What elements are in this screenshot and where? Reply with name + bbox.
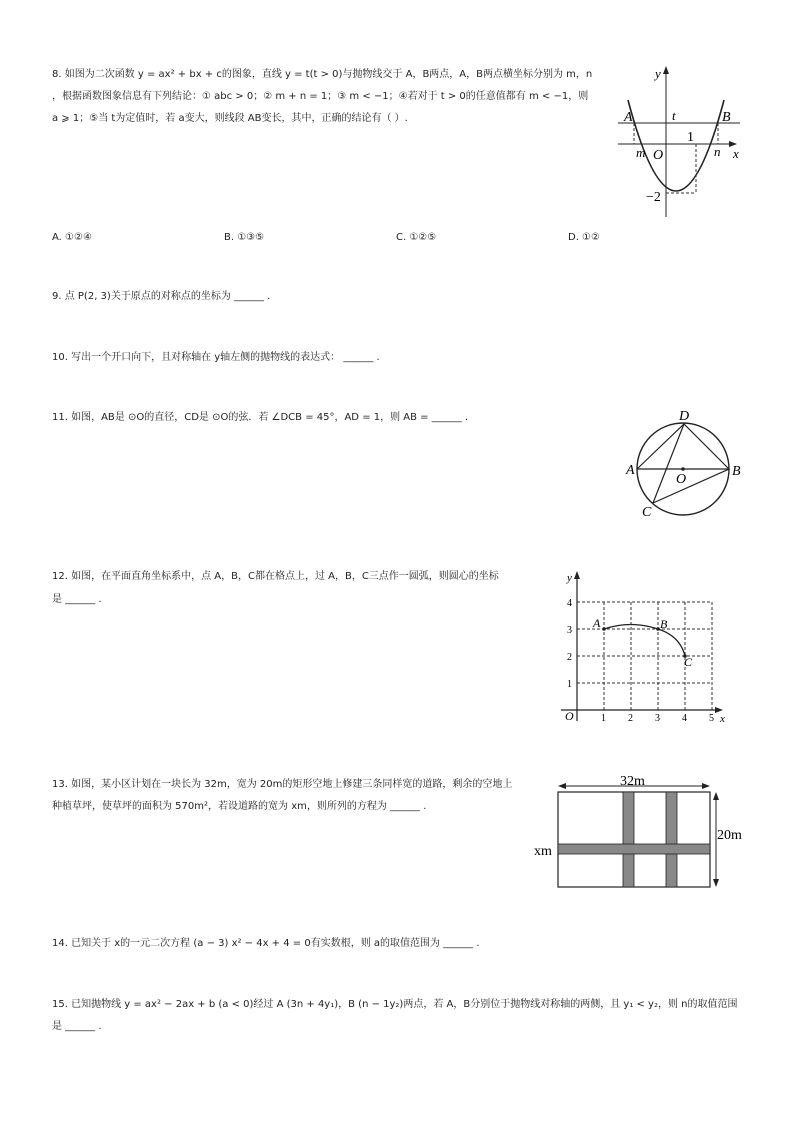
q9-text: 9. 点 P(2, 3)关于原点的对称点的坐标为 ______ . [52,291,271,302]
xtick-1: 1 [601,713,606,724]
xtick-4: 4 [682,713,687,724]
q8-option-a[interactable]: A. ①②④ [52,232,92,243]
label-B: B [732,464,741,479]
label-C: C [684,655,693,669]
label-y: y [655,66,661,81]
y-axis-arrow-icon [663,66,669,74]
q12-line2: 是 ______ . [52,594,102,605]
label-A: A [624,110,633,125]
q13-line2: 种植草坪，使草坪的面积为 570m²，若设道路的宽为 xm，则所列的方程为 ______ . [52,801,427,812]
width-arrow-right-icon [702,783,710,789]
q13-line1: 13. 如图，某小区计划在一块长为 32m，宽为 20m的矩形空地上修建三条同样宽的道路，剩余的空地上 [52,779,513,790]
q8-option-b[interactable]: B. ①③⑤ [224,232,265,243]
q13-road-figure [530,772,745,892]
q11-text: 11. 如图，AB是 ⊙O的直径，CD是 ⊙O的弦．若 ∠DCB = 45°，AD = 1，则 AB = ______ . [52,412,469,423]
label-one: 1 [687,130,694,145]
xtick-3: 3 [655,713,660,724]
label-O: O [676,472,687,487]
label-height: 20m [717,828,742,843]
label-t: t [672,108,676,123]
label-A: A [626,463,635,478]
label-A: A [593,616,601,630]
label-y: y [567,572,572,584]
ytick-4: 4 [567,598,572,609]
xtick-2: 2 [628,713,633,724]
q12-grid-figure [555,566,735,726]
ytick-3: 3 [567,625,572,636]
center-dot [681,467,685,471]
label-D: D [679,409,690,424]
height-arrow-top-icon [713,792,719,800]
q14-text: 14. 已知关于 x的一元二次方程 (a − 3) x² − 4x + 4 = 0有实数根，则 a的取值范围为 ______ . [52,938,480,949]
q8-option-c[interactable]: C. ①②⑤ [396,232,437,243]
label-road: xm [534,844,552,859]
label-C: C [642,505,652,520]
q15-line2: 是 ______ . [52,1021,102,1032]
label-width: 32m [620,774,645,789]
width-arrow-left-icon [558,783,566,789]
q11-circle-figure [622,405,746,521]
q12-line1: 12. 如图，在平面直角坐标系中，点 A，B，C都在格点上，过 A，B，C三点作一圆弧，则圆心的坐标 [52,571,499,582]
point-A [602,627,606,631]
q15-line1: 15. 已知抛物线 y = ax² − 2ax + b (a < 0)经过 A (3n + 4y₁)，B (n − 1y₂)两点，若 A，B分别位于抛物线对称轴的两侧，且 y₁ < y₂，则 n的取值范围 [52,999,738,1010]
ytick-1: 1 [567,679,572,690]
road-horizontal [558,844,710,854]
y-axis-arrow-icon [574,571,580,579]
height-arrow-bottom-icon [713,879,719,887]
road-vertical-2 [666,792,677,887]
ytick-2: 2 [567,652,572,663]
label-x: x [733,146,739,161]
q10-text: 10. 写出一个开口向下，且对称轴在 y轴左侧的抛物线的表达式： ______ . [52,352,380,363]
q8-line3: a ⩾ 1；⑤当 t为定值时，若 a变大，则线段 AB变长，其中，正确的结论有（ ）. [52,113,408,124]
label-m: m [636,145,646,160]
label-n: n [714,144,721,159]
label-O: O [565,709,574,723]
q8-option-d[interactable]: D. ①② [568,232,600,243]
label-B: B [660,617,668,631]
road-vertical-1 [623,792,634,887]
q8-line2: ，根据函数图象信息有下列结论：① abc > 0；② m + n = 1；③ m < −1；④若对于 t > 0的任意值都有 m < −1，则 [52,91,589,102]
q8-line1: 8. 如图为二次函数 y = ax² + bx + c的图象，直线 y = t(t > 0)与抛物线交于 A，B两点，A，B两点横坐标分别为 m，n [52,69,593,80]
label-B: B [722,110,731,125]
q8-parabola-figure [610,62,745,222]
label-O: O [653,148,664,163]
label-neg2: −2 [646,190,661,205]
xtick-5: 5 [709,713,714,724]
label-x: x [720,713,725,725]
